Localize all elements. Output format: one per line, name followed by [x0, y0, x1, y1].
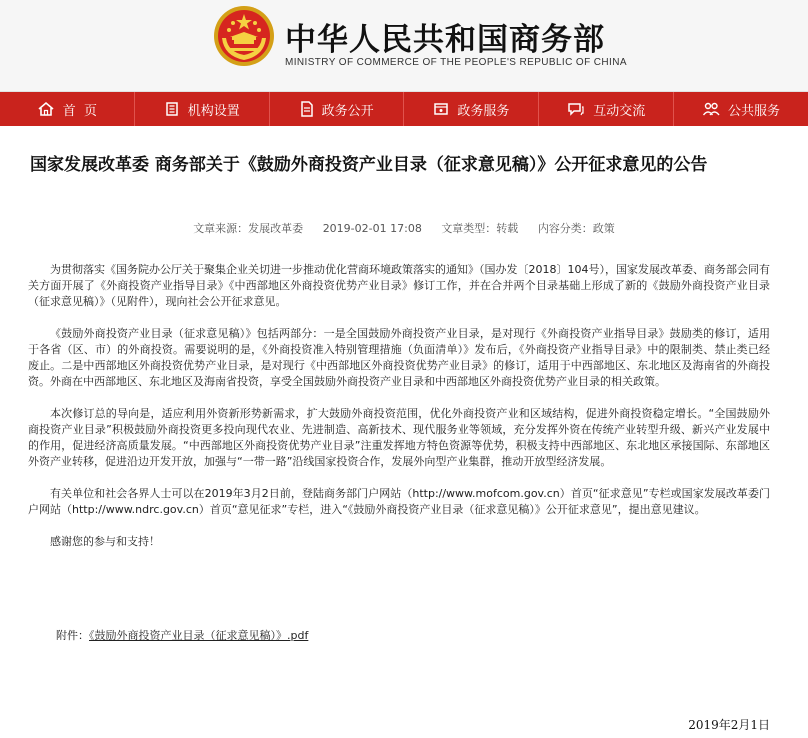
nav-item-government-affairs[interactable]: [270, 92, 405, 126]
article-datetime: 2019-02-01 17:08: [322, 222, 422, 235]
nav-item-organization[interactable]: [135, 92, 270, 126]
article-category: 内容分类：政策: [537, 222, 615, 235]
nav-label: 公共服务: [728, 103, 781, 119]
article-title: 国家发展改革委 商务部关于《鼓励外商投资产业目录（征求意见稿）》公开征求意见的公告: [30, 155, 708, 175]
article-meta: [0, 220, 808, 236]
body-paragraph: 为贯彻落实《国务院办公厅关于聚集企业关切进一步推动优化营商环境政策落实的通知》（国办发〔2018〕104号），国家发展改革委、商务部会同有关方面开展了《外商投资产业指导目录》《中西部地区外商投资优势产业目录》修订工作，并在合并两个目录基础上形成了新的《鼓励外商投资产业目录（征求意见稿）》（见附件），现向社会公开征求意见。: [28, 263, 770, 308]
ministry-name-cn: 中华人民共和国商务部: [285, 22, 605, 58]
sign-date: 2019年2月1日: [688, 718, 770, 732]
home-icon: [37, 101, 55, 117]
document-icon: [300, 101, 314, 117]
attachment: [56, 627, 308, 643]
article-type: 文章类型：转载: [441, 222, 519, 235]
nav-item-home[interactable]: [0, 92, 135, 126]
building-icon: [164, 101, 180, 117]
ministry-name-en: MINISTRY OF COMMERCE OF THE PEOPLE'S REPUBLIC OF CHINA: [285, 57, 627, 68]
body-paragraph: 《鼓励外商投资产业目录（征求意见稿）》包括两部分：一是全国鼓励外商投资产业目录，是对现行《外商投资产业指导目录》鼓励类的修订，适用于各省（区、市）的外商投资。需要说明的是，《外商投资准入特别管理措施（负面清单）》发布后，《外商投资产业指导目录》中的限制类、禁止类已经废止。二是中西部地区外商投资优势产业目录，是对现行《中西部地区外商投资优势产业目录》的修订，适用于中西部地区、东北地区及海南省的外商投资。外商在中西部地区、东北地区及海南省投资，享受全国鼓励外商投资产业目录和中西部地区外商投资优势产业目录的相关政策。: [28, 327, 770, 388]
national-emblem-icon[interactable]: [212, 4, 276, 68]
attachment-link[interactable]: 《鼓励外商投资产业目录（征求意见稿）》.pdf: [89, 629, 309, 642]
nav-label: 政务公开: [321, 103, 374, 119]
nav-label: 首 页: [62, 103, 98, 119]
body-paragraph: 有关单位和社会各界人士可以在2019年3月2日前，登陆商务部门户网站（http://www.mofcom.gov.cn）首页“征求意见”专栏或国家发展改革委门户网站（http://www.ndrc.gov.cn）首页“意见征求”专栏，进入“《鼓励外商投资产业目录（征求意见稿）》公开征求意见”，提出意见建议。: [28, 487, 770, 516]
article-body: [28, 262, 770, 566]
nav-item-public-services[interactable]: [674, 92, 808, 126]
main-nav: [0, 92, 808, 126]
attachment-label: 附件：: [56, 629, 89, 642]
people-icon: [702, 101, 720, 117]
service-icon: [433, 101, 449, 117]
nav-label: 机构设置: [187, 103, 240, 119]
thanks-paragraph: 感谢您的参与和支持！: [50, 535, 160, 548]
nav-item-interaction[interactable]: [539, 92, 674, 126]
nav-label: 互动交流: [593, 103, 646, 119]
site-header: [0, 0, 808, 92]
body-paragraph: 本次修订总的导向是，适应利用外资新形势新需求，扩大鼓励外商投资范围，优化外商投资产业和区域结构，促进外商投资稳定增长。“全国鼓励外商投资产业目录”积极鼓励外商投资更多投向现代农业、先进制造、高新技术、现代服务业等领域，充分发挥外资在传统产业转型升级、新兴产业发展中的作用，促进经济高质量发展。“中西部地区外商投资优势产业目录”注重发挥地方特色资源等优势，积极支持中西部地区、东北地区承接国际、东部地区外资产业转移，促进沿边开发开放，加强与“一带一路”沿线国家投资合作，发展外向型产业集群，推动开放型经济发展。: [28, 407, 770, 468]
nav-label: 政务服务: [457, 103, 510, 119]
chat-icon: [567, 101, 585, 117]
article-source: 文章来源：发展改革委: [193, 222, 304, 235]
nav-item-government-services[interactable]: [404, 92, 539, 126]
